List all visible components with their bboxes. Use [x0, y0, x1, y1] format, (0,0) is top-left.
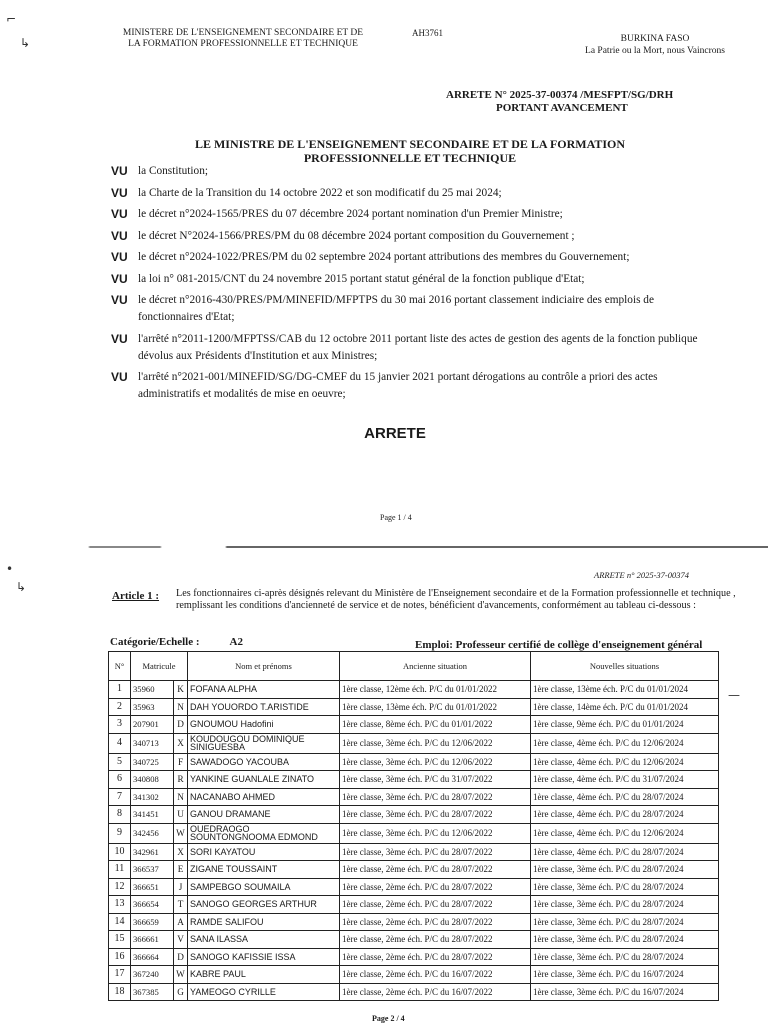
row-matricule: 340808 — [131, 771, 174, 789]
row-matricule-key: E — [174, 861, 188, 879]
row-new-situation: 1ère classe, 3ème éch. P/C du 16/07/2024 — [531, 983, 719, 1001]
col-header-matricule: Matricule — [131, 652, 188, 681]
vu-item — [111, 271, 711, 288]
row-matricule-key: T — [174, 896, 188, 914]
row-new-situation: 1ère classe, 3ème éch. P/C du 28/07/2024 — [531, 861, 719, 879]
row-number: 4 — [109, 733, 131, 753]
row-matricule: 366654 — [131, 896, 174, 914]
row-matricule-key: G — [174, 983, 188, 1001]
row-name: ZIGANE TOUSSAINT — [188, 861, 340, 879]
row-matricule: 367385 — [131, 983, 174, 1001]
vu-keyword: VU — [111, 370, 128, 384]
vu-text: le décret N°2024-1566/PRES/PM du 08 décembre 2024 portant composition du Gouvernement ; — [138, 229, 575, 242]
row-number: 15 — [109, 931, 131, 949]
row-name: SAWADOGO YACOUBA — [188, 753, 340, 771]
table-row — [109, 698, 719, 716]
row-matricule: 340713 — [131, 733, 174, 753]
row-name: YANKINE GUANLALE ZINATO — [188, 771, 340, 789]
row-matricule: 366664 — [131, 948, 174, 966]
page-number-1: Page 1 / 4 — [380, 513, 412, 522]
row-name: KABRE PAUL — [188, 966, 340, 984]
emploi-title: Emploi: Professeur certifié de collège d'enseignement général — [415, 639, 703, 651]
row-old-situation: 1ère classe, 3ème éch. P/C du 28/07/2022 — [340, 788, 531, 806]
row-old-situation: 1ère classe, 8ème éch. P/C du 01/01/2022 — [340, 716, 531, 734]
row-matricule: 207901 — [131, 716, 174, 734]
row-matricule-key: X — [174, 733, 188, 753]
row-number: 5 — [109, 753, 131, 771]
minister-title — [180, 137, 640, 165]
row-name: OUEDRAOGO SOUNTONGNOOMA EDMOND — [188, 823, 340, 843]
row-matricule-key: D — [174, 948, 188, 966]
vu-item — [111, 185, 711, 202]
row-old-situation: 1ère classe, 2ème éch. P/C du 28/07/2022 — [340, 948, 531, 966]
row-number: 17 — [109, 966, 131, 984]
vu-keyword: VU — [111, 250, 128, 264]
table-row — [109, 948, 719, 966]
row-new-situation: 1ère classe, 3ème éch. P/C du 28/07/2024 — [531, 878, 719, 896]
article-text: Les fonctionnaires ci-après désignés relevant du Ministère de l'Enseignement secondaire et de la Formation professionnelle et technique , remplissant les conditions d'ancienneté de service et de notes, bénéficient d'avancements, conformément au tableau ci-dessous : — [176, 588, 736, 611]
row-matricule: 366537 — [131, 861, 174, 879]
scan-mark: — — [728, 688, 740, 702]
row-new-situation: 1ère classe, 9ème éch. P/C du 01/01/2024 — [531, 716, 719, 734]
vu-text: le décret n°2016-430/PRES/PM/MINEFID/MFPTPS du 30 mai 2016 portant classement indiciaire des emplois de fonctionnaires d'Etat; — [138, 294, 654, 323]
table-row — [109, 896, 719, 914]
table-row — [109, 931, 719, 949]
row-number: 8 — [109, 806, 131, 824]
row-name: GANOU DRAMANE — [188, 806, 340, 824]
page-number-2: Page 2 / 4 — [372, 1014, 405, 1023]
row-old-situation: 1ère classe, 3ème éch. P/C du 12/06/2022 — [340, 733, 531, 753]
minister-title-line-2: PROFESSIONNELLE ET TECHNIQUE — [303, 151, 517, 165]
row-old-situation: 1ère classe, 2ème éch. P/C du 28/07/2022 — [340, 878, 531, 896]
table-header-row — [109, 652, 719, 681]
row-matricule-key: J — [174, 878, 188, 896]
row-new-situation: 1ère classe, 3ème éch. P/C du 28/07/2024 — [531, 931, 719, 949]
vu-item — [111, 292, 711, 326]
row-number: 13 — [109, 896, 131, 914]
row-number: 3 — [109, 716, 131, 734]
row-number: 14 — [109, 913, 131, 931]
decree-title — [446, 89, 706, 115]
scan-mark: ↳ — [16, 580, 27, 594]
vu-item — [111, 228, 711, 245]
minister-title-line-1: LE MINISTRE DE L'ENSEIGNEMENT SECONDAIRE ET DE LA FORMATION — [194, 137, 626, 151]
row-matricule: 341451 — [131, 806, 174, 824]
vu-keyword: VU — [111, 331, 128, 346]
row-old-situation: 1ère classe, 2ème éch. P/C du 28/07/2022 — [340, 913, 531, 931]
row-old-situation: 1ère classe, 3ème éch. P/C du 12/06/2022 — [340, 823, 531, 843]
row-number: 12 — [109, 878, 131, 896]
table-row — [109, 983, 719, 1001]
vu-keyword: VU — [111, 293, 128, 307]
decree-number: ARRETE N° 2025-37-00374 /MESFPT/SG/DRH — [446, 89, 674, 101]
row-matricule-key: V — [174, 931, 188, 949]
row-old-situation: 1ère classe, 2ème éch. P/C du 28/07/2022 — [340, 931, 531, 949]
row-name: SANOGO KAFISSIE ISSA — [188, 948, 340, 966]
table-row — [109, 861, 719, 879]
vu-text: l'arrêté n°2011-1200/MFPTSS/CAB du 12 octobre 2011 portant liste des actes de gestion des agents de la fonction publique dévolus aux Présidents d'Institution et aux Ministres; — [138, 332, 698, 362]
row-matricule: 342961 — [131, 843, 174, 861]
table-row — [109, 878, 719, 896]
vu-item — [111, 369, 711, 403]
vu-text: la Constitution; — [138, 165, 208, 177]
row-matricule-key: K — [174, 681, 188, 699]
country-name: BURKINA FASO — [620, 34, 690, 44]
decree-subject: PORTANT AVANCEMENT — [496, 102, 628, 114]
row-matricule-key: A — [174, 913, 188, 931]
row-matricule-key: R — [174, 771, 188, 789]
col-header-new-situation: Nouvelles situations — [531, 652, 719, 681]
row-old-situation: 1ère classe, 3ème éch. P/C du 28/07/2022 — [340, 843, 531, 861]
row-new-situation: 1ère classe, 4ème éch. P/C du 28/07/2024 — [531, 788, 719, 806]
row-number: 10 — [109, 843, 131, 861]
vu-text: le décret n°2024-1565/PRES du 07 décembre 2024 portant nomination d'un Premier Ministre; — [138, 208, 563, 220]
row-number: 18 — [109, 983, 131, 1001]
table-row — [109, 966, 719, 984]
row-old-situation: 1ère classe, 3ème éch. P/C du 12/06/2022 — [340, 753, 531, 771]
category-label: Catégorie/Echelle : — [110, 636, 200, 648]
row-number: 11 — [109, 861, 131, 879]
row-name: YAMEOGO CYRILLE — [188, 983, 340, 1001]
row-new-situation: 1ère classe, 3ème éch. P/C du 28/07/2024 — [531, 948, 719, 966]
row-old-situation: 1ère classe, 3ème éch. P/C du 31/07/2022 — [340, 771, 531, 789]
row-new-situation: 1ère classe, 4ème éch. P/C du 28/07/2024 — [531, 806, 719, 824]
row-new-situation: 1ère classe, 4ème éch. P/C du 12/06/2024 — [531, 733, 719, 753]
row-matricule-key: N — [174, 788, 188, 806]
vu-keyword: VU — [111, 185, 128, 200]
row-matricule-key: X — [174, 843, 188, 861]
row-name: SAMPEBGO SOUMAILA — [188, 878, 340, 896]
scan-mark: ↳ — [20, 36, 31, 50]
row-matricule-key: D — [174, 716, 188, 734]
row-old-situation: 1ère classe, 2ème éch. P/C du 28/07/2022 — [340, 861, 531, 879]
row-name: SANOGO GEORGES ARTHUR — [188, 896, 340, 914]
row-new-situation: 1ère classe, 4ème éch. P/C du 31/07/2024 — [531, 771, 719, 789]
vu-keyword: VU — [111, 164, 128, 178]
scan-mark: • — [6, 562, 14, 576]
row-number: 7 — [109, 788, 131, 806]
row-old-situation: 1ère classe, 2ème éch. P/C du 28/07/2022 — [340, 896, 531, 914]
row-matricule: 340725 — [131, 753, 174, 771]
vu-keyword: VU — [111, 228, 128, 243]
vu-item — [111, 206, 711, 223]
row-matricule: 366651 — [131, 878, 174, 896]
col-header-name: Nom et prénoms — [188, 652, 340, 681]
table-row — [109, 788, 719, 806]
row-matricule: 366661 — [131, 931, 174, 949]
row-new-situation: 1ère classe, 13ème éch. P/C du 01/01/2024 — [531, 681, 719, 699]
table-row — [109, 771, 719, 789]
advancement-table — [108, 651, 719, 1001]
row-old-situation: 1ère classe, 13ème éch. P/C du 01/01/2022 — [340, 698, 531, 716]
row-name: KOUDOUGOU DOMINIQUE SINIGUESBA — [188, 733, 340, 753]
country-header — [565, 33, 745, 57]
row-old-situation: 1ère classe, 2ème éch. P/C du 16/07/2022 — [340, 983, 531, 1001]
vu-keyword: VU — [111, 207, 128, 221]
row-name: FOFANA ALPHA — [188, 681, 340, 699]
row-name: GNOUMOU Hadofini — [188, 716, 340, 734]
row-old-situation: 1ère classe, 2ème éch. P/C du 16/07/2022 — [340, 966, 531, 984]
row-matricule: 35960 — [131, 681, 174, 699]
category-value: A2 — [229, 636, 243, 648]
row-name: DAH YOUORDO T.ARISTIDE — [188, 698, 340, 716]
row-matricule: 366659 — [131, 913, 174, 931]
row-number: 16 — [109, 948, 131, 966]
vu-item — [111, 163, 711, 180]
table-row — [109, 733, 719, 753]
row-matricule-key: F — [174, 753, 188, 771]
row-number: 2 — [109, 698, 131, 716]
vu-item — [111, 249, 711, 266]
row-number: 6 — [109, 771, 131, 789]
row-new-situation: 1ère classe, 3ème éch. P/C du 16/07/2024 — [531, 966, 719, 984]
row-new-situation: 1ère classe, 3ème éch. P/C du 28/07/2024 — [531, 896, 719, 914]
scan-mark: ⌐ — [6, 12, 17, 26]
document-code: AH3761 — [412, 28, 443, 38]
vu-text: la loi n° 081-2015/CNT du 24 novembre 2015 portant statut général de la fonction publique d'Etat; — [138, 272, 585, 285]
row-name: NACANABO AHMED — [188, 788, 340, 806]
row-old-situation: 1ère classe, 12ème éch. P/C du 01/01/2022 — [340, 681, 531, 699]
table-row — [109, 806, 719, 824]
row-matricule: 342456 — [131, 823, 174, 843]
row-new-situation: 1ère classe, 14ème éch. P/C du 01/01/2024 — [531, 698, 719, 716]
vu-item — [111, 331, 711, 365]
row-new-situation: 1ère classe, 4ème éch. P/C du 12/06/2024 — [531, 823, 719, 843]
col-header-old-situation: Ancienne situation — [340, 652, 531, 681]
row-matricule: 367240 — [131, 966, 174, 984]
ministry-line-2: LA FORMATION PROFESSIONNELLE ET TECHNIQUE — [128, 39, 358, 49]
vu-text: la Charte de la Transition du 14 octobre 2022 et son modificatif du 25 mai 2024; — [138, 186, 502, 199]
row-matricule-key: U — [174, 806, 188, 824]
ministry-line-1: MINISTERE DE L'ENSEIGNEMENT SECONDAIRE ET DE — [122, 28, 364, 38]
category — [110, 636, 243, 648]
table-row — [109, 913, 719, 931]
col-header-number: N° — [109, 652, 131, 681]
vu-keyword: VU — [111, 271, 128, 286]
row-name: SORI KAYATOU — [188, 843, 340, 861]
row-new-situation: 1ère classe, 4ème éch. P/C du 12/06/2024 — [531, 753, 719, 771]
page2-decree-ref: ARRETE n° 2025-37-00374 — [594, 570, 689, 580]
row-matricule: 35963 — [131, 698, 174, 716]
arrete-heading: ARRETE — [364, 425, 426, 442]
row-number: 9 — [109, 823, 131, 843]
row-name: SANA ILASSA — [188, 931, 340, 949]
country-motto: La Patrie ou la Mort, nous Vaincrons — [585, 46, 725, 56]
row-matricule-key: W — [174, 823, 188, 843]
page-divider — [0, 546, 768, 548]
table-row — [109, 716, 719, 734]
table-row — [109, 823, 719, 843]
row-matricule-key: W — [174, 966, 188, 984]
row-matricule: 341302 — [131, 788, 174, 806]
vu-list — [111, 163, 711, 408]
row-matricule-key: N — [174, 698, 188, 716]
ministry-header — [118, 28, 368, 50]
row-name: RAMDE SALIFOU — [188, 913, 340, 931]
table-row — [109, 681, 719, 699]
article-label: Article 1 : — [112, 590, 160, 602]
table-row — [109, 753, 719, 771]
row-old-situation: 1ère classe, 3ème éch. P/C du 28/07/2022 — [340, 806, 531, 824]
vu-text: l'arrêté n°2021-001/MINEFID/SG/DG-CMEF du 15 janvier 2021 portant dérogations au contrôle a priori des actes administratifs et modalités de mise en oeuvre; — [138, 371, 658, 400]
row-number: 1 — [109, 681, 131, 699]
vu-text: le décret n°2024-1022/PRES/PM du 02 septembre 2024 portant attributions des membres du Gouvernement; — [138, 251, 630, 263]
table-row — [109, 843, 719, 861]
row-new-situation: 1ère classe, 3ème éch. P/C du 28/07/2024 — [531, 913, 719, 931]
row-new-situation: 1ère classe, 4ème éch. P/C du 28/07/2024 — [531, 843, 719, 861]
